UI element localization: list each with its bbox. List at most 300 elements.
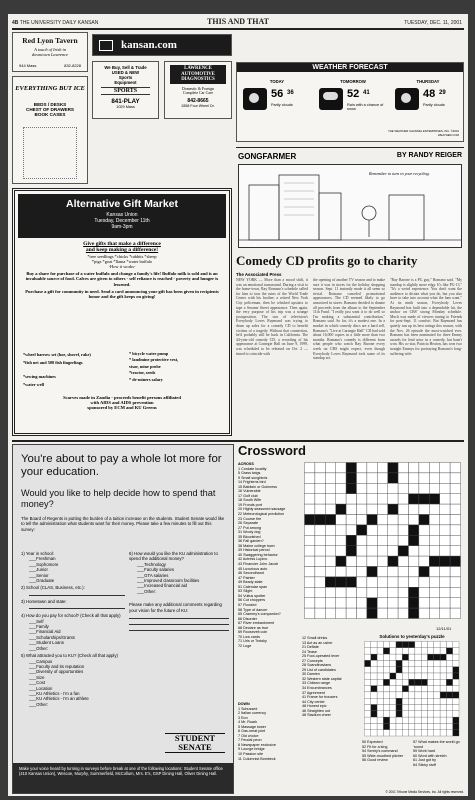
solution-block bbox=[365, 660, 371, 666]
grid-cell[interactable] bbox=[325, 494, 335, 504]
grid-cell[interactable] bbox=[377, 473, 387, 483]
grid-cell[interactable] bbox=[377, 525, 387, 535]
grid-cell[interactable] bbox=[325, 587, 335, 597]
grid-cell[interactable] bbox=[336, 463, 346, 473]
solution-cell bbox=[402, 679, 408, 685]
grid-cell[interactable] bbox=[336, 515, 346, 525]
sports-address: 1029 Mass bbox=[116, 105, 135, 109]
grid-cell[interactable] bbox=[367, 546, 377, 556]
solution-cell bbox=[434, 667, 440, 673]
solution-cell bbox=[415, 730, 421, 736]
solution-cell bbox=[377, 711, 383, 717]
q5-option[interactable]: ___Cost bbox=[29, 680, 46, 686]
grid-cell[interactable] bbox=[305, 598, 315, 608]
grid-cell[interactable] bbox=[325, 463, 335, 473]
grid-cell[interactable] bbox=[325, 525, 335, 535]
grid-cell[interactable] bbox=[419, 504, 429, 514]
q3-answer-line[interactable] bbox=[29, 604, 125, 609]
grid-cell[interactable] bbox=[429, 463, 439, 473]
grid-cell[interactable] bbox=[357, 567, 367, 577]
grid-cell[interactable] bbox=[377, 567, 387, 577]
grid-cell[interactable] bbox=[409, 556, 419, 566]
comment-line[interactable] bbox=[129, 625, 229, 631]
grid-cell[interactable] bbox=[388, 587, 398, 597]
q6-options bbox=[129, 562, 229, 594]
lawrence-auto-logo bbox=[170, 65, 226, 84]
q6-option[interactable]: ___GTA salaries bbox=[137, 572, 169, 578]
grid-cell[interactable] bbox=[398, 494, 408, 504]
grid-cell[interactable] bbox=[450, 483, 460, 493]
survey-right bbox=[129, 551, 229, 631]
grid-cell[interactable] bbox=[336, 535, 346, 545]
grid-cell[interactable] bbox=[409, 515, 419, 525]
article bbox=[236, 254, 464, 436]
grid-cell[interactable] bbox=[429, 515, 439, 525]
grid-cell[interactable] bbox=[388, 546, 398, 556]
q1-option[interactable]: ___Junior bbox=[29, 567, 48, 573]
grid-cell[interactable] bbox=[336, 567, 346, 577]
solution-cell bbox=[434, 679, 440, 685]
grid-block bbox=[440, 556, 450, 566]
grid-cell[interactable] bbox=[450, 463, 460, 473]
grid-cell[interactable] bbox=[305, 535, 315, 545]
grid-cell[interactable] bbox=[450, 515, 460, 525]
grid-cell[interactable] bbox=[409, 463, 419, 473]
grid-cell[interactable] bbox=[315, 463, 325, 473]
grid-cell[interactable] bbox=[315, 473, 325, 483]
grid-cell[interactable] bbox=[325, 567, 335, 577]
grid-cell[interactable] bbox=[367, 473, 377, 483]
grid-cell[interactable] bbox=[398, 577, 408, 587]
clue: 59 Work hard bbox=[413, 749, 436, 754]
grid-cell[interactable] bbox=[346, 494, 356, 504]
grid-cell[interactable] bbox=[325, 546, 335, 556]
solution-cell bbox=[377, 667, 383, 673]
down-label: DOWN bbox=[238, 702, 250, 706]
grid-cell[interactable] bbox=[409, 577, 419, 587]
grid-cell[interactable] bbox=[440, 567, 450, 577]
grid-cell[interactable] bbox=[440, 598, 450, 608]
gift-items-left bbox=[23, 351, 123, 389]
solution-cell bbox=[377, 654, 383, 660]
grid-cell[interactable] bbox=[357, 463, 367, 473]
q5-option[interactable]: ___Diversity of opportunities bbox=[29, 669, 84, 675]
grid-cell[interactable] bbox=[398, 587, 408, 597]
grid-cell[interactable] bbox=[315, 587, 325, 597]
grid-cell[interactable] bbox=[315, 504, 325, 514]
ebi-line1: BEDS / DESKS bbox=[33, 102, 67, 107]
grid-cell[interactable] bbox=[367, 577, 377, 587]
grid-cell[interactable] bbox=[305, 608, 315, 618]
grid-cell[interactable] bbox=[377, 463, 387, 473]
q1-option[interactable]: ___Freshman bbox=[29, 556, 56, 562]
grid-cell[interactable] bbox=[440, 587, 450, 597]
clue: 2 Italian currency bbox=[238, 711, 267, 716]
solution-cell bbox=[365, 654, 371, 660]
solution-block bbox=[415, 679, 421, 685]
grid-cell[interactable] bbox=[409, 473, 419, 483]
weather-day-label: TODAY bbox=[269, 79, 285, 84]
grid-cell[interactable] bbox=[336, 587, 346, 597]
grid-cell[interactable] bbox=[336, 525, 346, 535]
grid-cell[interactable] bbox=[440, 535, 450, 545]
grid-cell[interactable] bbox=[315, 577, 325, 587]
grid-cell[interactable] bbox=[398, 608, 408, 618]
grid-cell[interactable] bbox=[377, 587, 387, 597]
grid-cell[interactable] bbox=[367, 525, 377, 535]
grid-cell[interactable] bbox=[388, 483, 398, 493]
grid-cell[interactable] bbox=[357, 515, 367, 525]
solution-cell bbox=[428, 686, 434, 692]
clue: 51 Calendar span bbox=[238, 584, 268, 589]
grid-cell[interactable] bbox=[377, 494, 387, 504]
q6-option[interactable]: ___Increased financial aid bbox=[137, 583, 187, 589]
grid-block bbox=[419, 515, 429, 525]
grid-cell[interactable] bbox=[388, 598, 398, 608]
grid-cell[interactable] bbox=[429, 473, 439, 483]
grid-cell[interactable] bbox=[346, 598, 356, 608]
q4-option[interactable]: ___Student Loans bbox=[29, 640, 64, 646]
kansan-com-ad[interactable] bbox=[92, 34, 232, 56]
lawrence-auto-line2: AUTOMOTIVE bbox=[181, 71, 215, 77]
solution-cell bbox=[390, 686, 396, 692]
grid-cell[interactable] bbox=[440, 463, 450, 473]
solution-cell bbox=[371, 679, 377, 685]
grid-cell[interactable] bbox=[346, 504, 356, 514]
grid-cell[interactable] bbox=[429, 535, 439, 545]
solution-cell bbox=[440, 730, 446, 736]
grid-cell[interactable] bbox=[450, 587, 460, 597]
solution-cell bbox=[421, 723, 427, 729]
grid-cell[interactable] bbox=[419, 556, 429, 566]
grid-cell[interactable] bbox=[377, 556, 387, 566]
article-headline: Comedy CD profits go to charity bbox=[236, 253, 418, 268]
grid-cell[interactable] bbox=[440, 525, 450, 535]
grid-cell[interactable] bbox=[346, 515, 356, 525]
grid-cell[interactable] bbox=[388, 515, 398, 525]
grid-cell[interactable] bbox=[357, 577, 367, 587]
grid-cell[interactable] bbox=[315, 598, 325, 608]
clue: 22 Meteorological prediction bbox=[238, 512, 285, 517]
ebi-line2: CHEST OF DRAWERS bbox=[26, 107, 74, 112]
clue: 37 Agreement bbox=[302, 690, 325, 695]
grid-cell[interactable] bbox=[315, 525, 325, 535]
grid-cell[interactable] bbox=[440, 577, 450, 587]
grid-cell[interactable] bbox=[367, 483, 377, 493]
grid-cell[interactable] bbox=[315, 608, 325, 618]
grid-cell[interactable] bbox=[377, 515, 387, 525]
clue: 27 Put among bbox=[238, 525, 261, 530]
grid-cell[interactable] bbox=[419, 608, 429, 618]
q5-option[interactable]: ___Faculty and its reputation bbox=[29, 663, 85, 669]
grid-cell[interactable] bbox=[325, 473, 335, 483]
grid-cell[interactable] bbox=[336, 598, 346, 608]
grid-cell[interactable] bbox=[388, 567, 398, 577]
grid-cell[interactable] bbox=[367, 504, 377, 514]
grid-cell[interactable] bbox=[388, 608, 398, 618]
grid-cell[interactable] bbox=[450, 504, 460, 514]
grid-cell[interactable] bbox=[357, 473, 367, 483]
grid-block bbox=[409, 598, 419, 608]
grid-cell[interactable] bbox=[315, 535, 325, 545]
sports-line2: USED & NEW bbox=[111, 70, 140, 75]
solution-cell bbox=[377, 642, 383, 648]
grid-cell[interactable] bbox=[398, 567, 408, 577]
grid-cell[interactable] bbox=[450, 608, 460, 618]
grid-cell[interactable] bbox=[325, 598, 335, 608]
grid-cell[interactable] bbox=[440, 504, 450, 514]
q4-option[interactable]: ___Other: bbox=[29, 645, 49, 651]
grid-cell[interactable] bbox=[367, 535, 377, 545]
grid-cell[interactable] bbox=[419, 483, 429, 493]
grid-cell[interactable] bbox=[377, 598, 387, 608]
grid-cell[interactable] bbox=[315, 546, 325, 556]
grid-cell[interactable] bbox=[377, 577, 387, 587]
solution-cell bbox=[402, 667, 408, 673]
grid-cell[interactable] bbox=[305, 494, 315, 504]
grid-cell[interactable] bbox=[388, 494, 398, 504]
grid-cell[interactable] bbox=[377, 608, 387, 618]
solution-cell bbox=[402, 705, 408, 711]
grid-cell[interactable] bbox=[429, 587, 439, 597]
solution-cell bbox=[409, 730, 415, 736]
q1-option[interactable]: ___Sophomore bbox=[29, 561, 59, 567]
grid-cell[interactable] bbox=[305, 546, 315, 556]
solution-cell bbox=[365, 717, 371, 723]
q6-label: 6) How would you like the KU administration to spend the additional money? bbox=[129, 551, 218, 562]
q5-option[interactable]: ___Campus bbox=[29, 658, 53, 664]
solution-cell bbox=[396, 730, 402, 736]
grid-cell[interactable] bbox=[315, 483, 325, 493]
grid-cell[interactable] bbox=[419, 535, 429, 545]
grid-cell[interactable] bbox=[367, 587, 377, 597]
grid-cell[interactable] bbox=[357, 504, 367, 514]
grid-cell[interactable] bbox=[450, 535, 460, 545]
grid-cell[interactable] bbox=[398, 525, 408, 535]
grid-cell[interactable] bbox=[388, 577, 398, 587]
solution-cell bbox=[434, 660, 440, 666]
grid-cell[interactable] bbox=[398, 556, 408, 566]
grid-cell[interactable] bbox=[398, 515, 408, 525]
grid-cell[interactable] bbox=[409, 546, 419, 556]
q4-options bbox=[21, 619, 125, 651]
grid-cell[interactable] bbox=[409, 483, 419, 493]
grid-cell[interactable] bbox=[409, 504, 419, 514]
gift-headline-1: Give gifts that make a difference bbox=[83, 241, 161, 247]
grid-cell[interactable] bbox=[357, 556, 367, 566]
grid-cell[interactable] bbox=[367, 494, 377, 504]
gift-item: *sewing machines bbox=[23, 374, 56, 379]
grid-cell[interactable] bbox=[357, 494, 367, 504]
grid-cell[interactable] bbox=[377, 483, 387, 493]
grid-cell[interactable] bbox=[398, 483, 408, 493]
grid-cell[interactable] bbox=[440, 546, 450, 556]
grid-cell[interactable] bbox=[429, 567, 439, 577]
grid-cell[interactable] bbox=[398, 535, 408, 545]
q6-option[interactable]: ___Improved classroom facilities bbox=[137, 578, 200, 584]
grid-cell[interactable] bbox=[336, 608, 346, 618]
section-title: THIS AND THAT bbox=[207, 17, 269, 26]
solution-cell bbox=[383, 698, 389, 704]
grid-cell[interactable] bbox=[398, 598, 408, 608]
grid-cell[interactable] bbox=[305, 525, 315, 535]
grid-cell[interactable] bbox=[357, 483, 367, 493]
grid-cell[interactable] bbox=[325, 556, 335, 566]
solution-cell bbox=[428, 692, 434, 698]
crossword-grid[interactable] bbox=[304, 462, 462, 630]
grid-cell[interactable] bbox=[419, 525, 429, 535]
grid-cell[interactable] bbox=[305, 556, 315, 566]
grid-cell[interactable] bbox=[450, 598, 460, 608]
grid-cell[interactable] bbox=[357, 608, 367, 618]
grid-cell[interactable] bbox=[336, 473, 346, 483]
grid-cell[interactable] bbox=[429, 577, 439, 587]
q4-option[interactable]: ___Financial Aid bbox=[29, 629, 61, 635]
grid-cell[interactable] bbox=[315, 567, 325, 577]
grid-cell[interactable] bbox=[315, 556, 325, 566]
grid-cell[interactable] bbox=[377, 504, 387, 514]
grid-cell[interactable] bbox=[429, 546, 439, 556]
grid-cell[interactable] bbox=[429, 608, 439, 618]
clue: 4 Mr. Ruark bbox=[238, 720, 258, 725]
grid-block bbox=[409, 608, 419, 618]
weather-forecast bbox=[236, 62, 464, 142]
grid-cell[interactable] bbox=[419, 577, 429, 587]
grid-cell[interactable] bbox=[398, 504, 408, 514]
grid-cell[interactable] bbox=[325, 504, 335, 514]
gift-item: * landmine protective vest, bbox=[129, 357, 179, 363]
grid-cell[interactable] bbox=[346, 525, 356, 535]
grid-cell[interactable] bbox=[377, 535, 387, 545]
grid-cell[interactable] bbox=[419, 463, 429, 473]
grid-cell[interactable] bbox=[336, 483, 346, 493]
solution-cell bbox=[415, 648, 421, 654]
grid-cell[interactable] bbox=[388, 535, 398, 545]
grid-cell[interactable] bbox=[398, 463, 408, 473]
solution-cell bbox=[365, 705, 371, 711]
grid-cell[interactable] bbox=[325, 483, 335, 493]
grid-cell[interactable] bbox=[450, 525, 460, 535]
q6-option[interactable]: ___Other: bbox=[137, 588, 157, 594]
grid-cell[interactable] bbox=[305, 587, 315, 597]
grid-cell[interactable] bbox=[357, 546, 367, 556]
grid-cell[interactable] bbox=[357, 535, 367, 545]
solution-cell bbox=[440, 642, 446, 648]
grid-cell[interactable] bbox=[346, 556, 356, 566]
down-list-more bbox=[362, 740, 462, 767]
q2-answer-line[interactable] bbox=[29, 591, 125, 596]
grid-cell[interactable] bbox=[367, 463, 377, 473]
q6-option[interactable]: ___Faculty salaries bbox=[137, 567, 175, 573]
q5-option[interactable]: ___KU Athletics - I'm a fan bbox=[29, 690, 80, 696]
q5-option[interactable]: ___Size bbox=[29, 674, 45, 680]
grid-cell[interactable] bbox=[450, 473, 460, 483]
grid-cell[interactable] bbox=[429, 598, 439, 608]
weather-day-tomorrow bbox=[317, 79, 389, 125]
grid-cell[interactable] bbox=[336, 494, 346, 504]
grid-cell[interactable] bbox=[440, 515, 450, 525]
weather-low: 36 bbox=[287, 90, 294, 96]
q4-option[interactable]: ___Family bbox=[29, 624, 49, 630]
q6-option[interactable]: ___Technology bbox=[137, 561, 166, 567]
grid-cell[interactable] bbox=[419, 546, 429, 556]
article-col-2: the opening of another TV season and to make sure it was in stores for the holiday shopping season. Sept. 11 instantly made it all seem so trivial. Romano canceled promotional appearances. The CD seemed likely to go unnoticed in stores. Romano decided to donate all proceeds from the album to the September 11th Fund. "I really just want it to do well so I'm making a substantial contribution," Romano said. So far, it's a modest one. In a market in which comedy discs are a hard sell, Romano's "Live at Carnegie Hall" CD had sold about 16,000 copies in a little more than two months. Romano's comedy is different from what people who watch Ray Barone every week on CBS might expect, even though Everybody Loves Raymond took some of its standup act. bbox=[313, 278, 385, 361]
grid-cell[interactable] bbox=[346, 608, 356, 618]
solution-cell bbox=[434, 698, 440, 704]
clue: 65 Crammy's companion? bbox=[238, 612, 281, 617]
grid-cell[interactable] bbox=[398, 473, 408, 483]
q1-option[interactable]: ___Senior bbox=[29, 572, 49, 578]
grid-cell[interactable] bbox=[440, 608, 450, 618]
solution-cell bbox=[390, 698, 396, 704]
solution-cell bbox=[428, 667, 434, 673]
grid-cell[interactable] bbox=[325, 608, 335, 618]
q4-option[interactable]: ___Scholarships/Grants bbox=[29, 634, 75, 640]
grid-cell[interactable] bbox=[305, 567, 315, 577]
article-col-1: NEW YORK — More than a mood shift, it was an emotional turnaround. During a visit to the home-town, Ray Romano's schedule called for him to tour the ruins of the World Trade Center with his brother, a retired New York City policeman, then he whisked upstairs to tape a Sesame Street appearance. Then again, the very purpose of his trip was a strange juxtaposition. The star of television's Everybody Loves Raymond was trying to drum up sales for a comedy CD to benefit victims of a tragedy. Without that connection, he'd probably still be back in California. The 44-year-old comedy CD, a recording of his appearance at Carnegie Hall on June 9, 1999, was scheduled to be released on Oct. 2 — timed to coincide with bbox=[236, 278, 308, 356]
clue: 3 Eon bbox=[238, 715, 248, 720]
clue: 24 Tease bbox=[302, 649, 317, 654]
clue: 18 South Wife bbox=[238, 498, 262, 503]
grid-cell[interactable] bbox=[336, 546, 346, 556]
grid-cell[interactable] bbox=[450, 567, 460, 577]
grid-cell[interactable] bbox=[429, 504, 439, 514]
grid-cell[interactable] bbox=[367, 556, 377, 566]
grid-cell[interactable] bbox=[450, 577, 460, 587]
grid-cell[interactable] bbox=[305, 473, 315, 483]
grid-cell[interactable] bbox=[440, 473, 450, 483]
q5-option[interactable]: ___Other: bbox=[29, 701, 49, 707]
grid-cell[interactable] bbox=[450, 494, 460, 504]
q5-option[interactable]: ___KU Athletics - I'm an athlete bbox=[29, 696, 89, 702]
logo-line1: STUDENT bbox=[174, 733, 216, 743]
grid-cell[interactable] bbox=[305, 463, 315, 473]
grid-cell[interactable] bbox=[315, 494, 325, 504]
solution-cell bbox=[409, 648, 415, 654]
grid-cell[interactable] bbox=[357, 598, 367, 608]
grid-cell[interactable] bbox=[429, 525, 439, 535]
grid-cell[interactable] bbox=[357, 587, 367, 597]
q5-label: 5) What attracted you to KU? (Check all that apply) bbox=[21, 653, 118, 659]
grid-cell[interactable] bbox=[429, 483, 439, 493]
red-lyon-line2: downtown Lawrence bbox=[31, 52, 69, 57]
grid-cell[interactable] bbox=[377, 546, 387, 556]
grid-cell[interactable] bbox=[346, 587, 356, 597]
grid-cell[interactable] bbox=[305, 483, 315, 493]
solution-block bbox=[396, 705, 402, 711]
grid-cell[interactable] bbox=[305, 577, 315, 587]
q5-option[interactable]: ___Location bbox=[29, 685, 53, 691]
grid-cell[interactable] bbox=[419, 473, 429, 483]
clue: 12 Small drinks bbox=[302, 636, 328, 640]
lawrence-auto-ad bbox=[164, 61, 232, 119]
q1-option[interactable]: ___Graduate bbox=[29, 578, 55, 584]
grid-cell[interactable] bbox=[450, 546, 460, 556]
grid-cell[interactable] bbox=[419, 587, 429, 597]
solution-block bbox=[396, 642, 402, 648]
grid-cell[interactable] bbox=[409, 567, 419, 577]
grid-cell[interactable] bbox=[388, 525, 398, 535]
grid-cell[interactable] bbox=[440, 483, 450, 493]
grid-cell[interactable] bbox=[346, 567, 356, 577]
red-lyon-address: 944 Mass bbox=[19, 63, 37, 68]
q4-option[interactable]: ___Self bbox=[29, 618, 44, 624]
grid-cell[interactable] bbox=[419, 598, 429, 608]
solution-cell bbox=[377, 717, 383, 723]
grid-cell[interactable] bbox=[440, 494, 450, 504]
grid-cell[interactable] bbox=[305, 504, 315, 514]
grid-cell[interactable] bbox=[325, 535, 335, 545]
